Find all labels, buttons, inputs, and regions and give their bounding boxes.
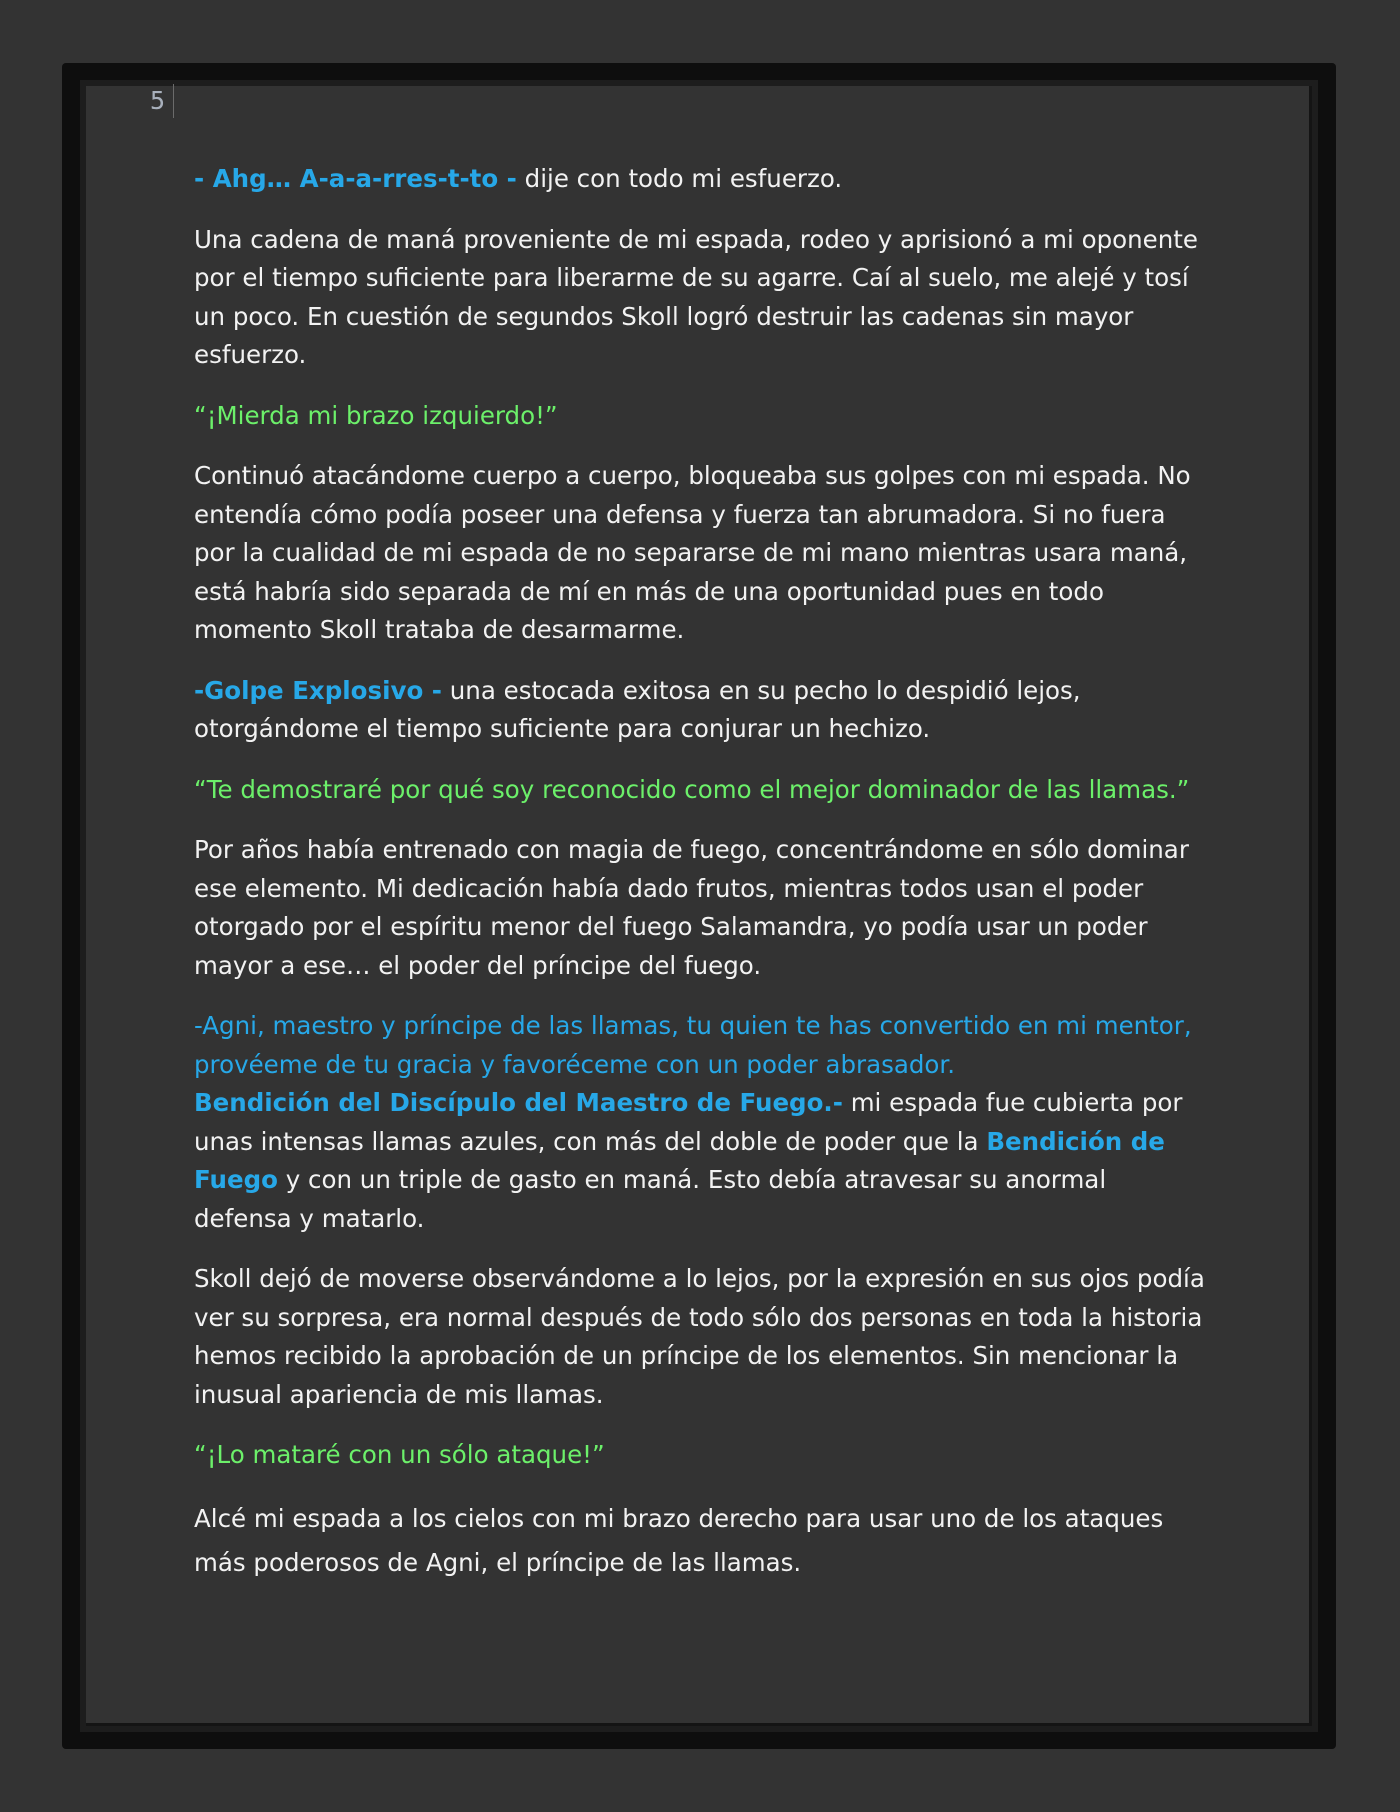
spell-arresto: - Ahg… A-a-a-rres-t-to -	[194, 164, 517, 193]
narration: una estocada exitosa en su pecho lo despidió lejos, otorgándome el tiempo suficiente para conjurar un hechizo.	[194, 675, 1081, 743]
paragraph-8	[194, 1007, 1206, 1238]
paragraph-9: Skoll dejó de moverse observándome a lo lejos, por la expresión en sus ojos podía ver su sorpresa, era normal después de todo sólo dos personas en toda la historia hemos recibido la aprobación de un príncipe de los elementos. Sin mencionar la inusual apariencia de mis llamas.	[194, 1264, 1205, 1409]
page-number: 5	[150, 84, 174, 118]
paragraph-11: Alcé mi espada a los cielos con mi brazo derecho para usar uno de los ataques más poderosos de Agni, el príncipe de las llamas.	[194, 1503, 1164, 1577]
paragraph-7: Por años había entrenado con magia de fuego, concentrándome en sólo dominar ese elemento. Mi dedicación había dado frutos, mientras todos usan el poder otorgado por el espíritu menor del fuego Salamandra, yo podía usar un poder mayor a ese… el poder del príncipe del fuego.	[194, 835, 1189, 980]
narration: y con un triple de gasto en maná. Esto debía atravesar su anormal defensa y matarlo.	[194, 1165, 1107, 1233]
paragraph-2: Una cadena de maná proveniente de mi espada, rodeo y aprisionó a mi oponente por el tiempo suficiente para liberarme de su agarre. Caí al suelo, me alejé y tosí un poco. En cuestión de segundos Skoll logró destruir las cadenas sin mayor esfuerzo.	[194, 224, 1198, 369]
spell-bendicion-fuego: Bendición de Fuego	[194, 1126, 1165, 1194]
spell-golpe-explosivo: -Golpe Explosivo -	[194, 675, 442, 705]
narration: mi espada fue cubierta por unas intensas llamas azules, con más del doble de poder que la	[194, 1088, 1183, 1156]
thought-1: “¡Mierda mi brazo izquierdo!”	[194, 400, 558, 430]
paragraph-5	[194, 672, 1206, 749]
story-text	[194, 160, 1206, 1607]
paragraph-4: Continuó atacándome cuerpo a cuerpo, bloqueaba sus golpes con mi espada. No entendía cómo podía poseer una defensa y fuerza tan abrumadora. Si no fuera por la cualidad de mi espada de no separarse de mi mano mientras usara maná, está habría sido separada de mí en más de una oportunidad pues en todo momento Skoll trataba de desarmarme.	[194, 461, 1191, 644]
narration: dije con todo mi esfuerzo.	[516, 164, 843, 193]
paragraph-1	[194, 160, 1206, 199]
chant: -Agni, maestro y príncipe de las llamas, tu quien te has convertido en mi mentor, provéeme de tu gracia y favoréceme con un poder abrasador.	[194, 1011, 1192, 1079]
thought-3: “¡Lo mataré con un sólo ataque!”	[194, 1440, 605, 1469]
final-paragraph-wrapper	[194, 1497, 1206, 1585]
thought-2: “Te demostraré por qué soy reconocido como el mejor dominador de las llamas.”	[194, 774, 1190, 804]
spell-bendicion-discipulo: Bendición del Discípulo del Maestro de Fuego.-	[194, 1088, 843, 1117]
